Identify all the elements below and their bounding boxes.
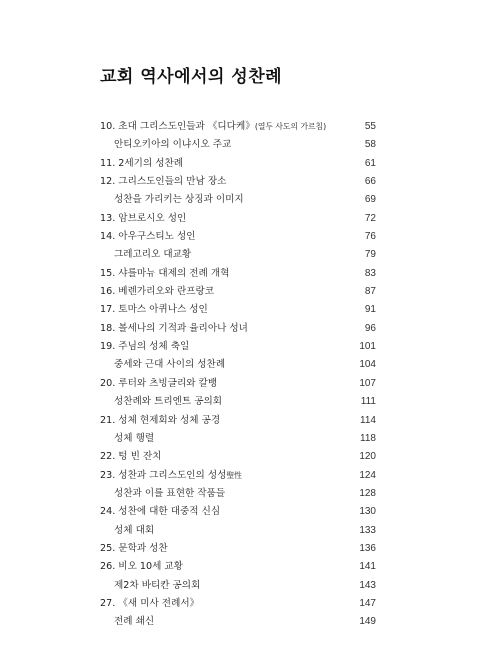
toc-page-number: 79 (364, 249, 376, 261)
toc-entry-title (100, 375, 217, 393)
toc-entry-text: 24. 성찬에 대한 대중적 신심 (100, 506, 221, 518)
toc-entry-text: 21. 성체 현제회와 성체 공경 (100, 414, 221, 426)
toc-entry (100, 540, 376, 558)
toc-page-number: 114 (360, 414, 376, 426)
toc-entry-title (100, 338, 189, 356)
toc-entry-title (100, 540, 168, 558)
toc-page-number: 101 (359, 341, 376, 353)
toc-page-number: 87 (364, 286, 376, 298)
toc-entry (100, 118, 376, 136)
toc-page-number: 58 (364, 139, 376, 151)
toc-entry (100, 577, 376, 595)
toc-entry-text: 11. 2세기의 성찬례 (100, 157, 184, 169)
toc-entry-text: 성찬과 이를 표현한 작품들 (114, 487, 226, 499)
toc-entry (100, 283, 376, 301)
toc-entry-text: 12. 그리스도인들의 만남 장소 (100, 176, 227, 188)
toc-page-number: 91 (364, 304, 376, 316)
toc-entry (100, 430, 376, 448)
toc-entry-text: 전례 쇄신 (114, 616, 155, 628)
toc-entry-title (100, 301, 208, 319)
toc-page-number: 141 (359, 561, 376, 573)
toc-entry-text: 성찬을 가리키는 상징과 이미지 (114, 194, 244, 206)
toc-entry-title (100, 503, 220, 521)
toc-entry-title (100, 595, 199, 613)
toc-page-number: 133 (359, 524, 376, 536)
toc-entry-title (100, 210, 186, 228)
toc-entry-title (100, 173, 226, 191)
toc-entry-text: 20. 루터와 츠빙글리와 칼뱅 (100, 377, 218, 389)
toc-entry-text: 15. 샤를마뉴 대제의 전례 개혁 (100, 267, 230, 279)
toc-page-number: 72 (364, 212, 376, 224)
toc-entry-text: 성체 대회 (114, 524, 155, 536)
toc-entry-text: 제2차 바티칸 공의회 (114, 579, 201, 591)
toc-entry (100, 210, 376, 228)
toc-entry (100, 393, 376, 411)
toc-page-number: 136 (359, 542, 376, 554)
toc-entry (100, 320, 376, 338)
toc-entry-title (100, 467, 242, 485)
toc-page-number: 96 (364, 322, 376, 334)
toc-entry-title (100, 448, 161, 466)
toc-entry-title (100, 283, 214, 301)
toc-entry-title (100, 356, 225, 374)
toc-entry (100, 558, 376, 576)
toc-entry-title (100, 577, 200, 595)
toc-entry (100, 522, 376, 540)
toc-entry (100, 412, 376, 430)
toc-entry-title (100, 246, 191, 264)
toc-entry-title (100, 522, 154, 540)
toc-entry-title (100, 430, 154, 448)
toc-entry-text: 안티오키아의 이냐시오 주교 (114, 139, 232, 151)
toc-entry-text: 그레고리오 대교황 (114, 249, 192, 261)
toc-entry-text: 18. 볼세나의 기적과 율리아나 성녀 (100, 322, 248, 334)
toc-entry-text: 중세와 근대 사이의 성찬례 (114, 359, 226, 371)
toc-entry-title (100, 393, 222, 411)
toc-page-number: 55 (364, 121, 376, 132)
toc-entry-title (100, 191, 244, 209)
toc-entry-title (100, 265, 229, 283)
toc-page-number: 104 (359, 359, 376, 371)
toc-entry-text: 22. 텅 빈 잔치 (100, 451, 162, 463)
toc-entry-text: 26. 비오 10세 교황 (100, 561, 183, 573)
toc-entry-note: (열두 사도의 가르침) (254, 122, 327, 131)
toc-entry (100, 191, 376, 209)
toc-entry (100, 448, 376, 466)
toc-entry (100, 265, 376, 283)
toc-entry-text: 13. 암브로시오 성인 (100, 212, 187, 224)
toc-entry-title (100, 613, 154, 631)
toc-entry (100, 136, 376, 154)
toc-entry-text: 23. 성찬과 그리스도인의 성성 (100, 469, 227, 481)
toc-entry (100, 246, 376, 264)
toc-page-number: 128 (359, 487, 376, 499)
toc-page-number: 111 (360, 396, 376, 408)
toc-entry-text: 10. 초대 그리스도인들과 《디다케》 (100, 121, 255, 132)
toc-entry (100, 595, 376, 613)
toc-entry-text: 16. 베렌가리오와 란프랑코 (100, 286, 215, 298)
toc-entry-title (100, 558, 183, 576)
toc-entry (100, 503, 376, 521)
toc-page-number: 107 (359, 377, 376, 389)
toc-entry-text: 성찬례와 트리엔트 공의회 (114, 396, 223, 408)
toc-entry-title (100, 118, 326, 136)
toc-entry (100, 338, 376, 356)
toc-page-number: 83 (364, 267, 376, 279)
toc-entry-text: 성체 행렬 (114, 432, 155, 444)
toc-entry-text: 27. 《새 미사 전례서》 (100, 597, 200, 609)
toc-page-number: 118 (360, 432, 376, 444)
toc-entry-title (100, 136, 231, 154)
toc-entry-text: 14. 아우구스티노 성인 (100, 231, 196, 243)
toc-page-number: 149 (359, 616, 376, 628)
toc-page-number: 76 (364, 231, 376, 243)
toc-entry-title (100, 412, 220, 430)
toc-page-number: 124 (359, 469, 376, 481)
toc-entry-title (100, 320, 248, 338)
toc-page-number: 61 (364, 157, 376, 169)
table-of-contents (100, 118, 376, 632)
toc-entry (100, 613, 376, 631)
toc-page-number: 69 (364, 194, 376, 206)
toc-page-number: 147 (359, 597, 376, 609)
toc-entry (100, 356, 376, 374)
toc-entry-note: 聖性 (226, 470, 242, 480)
toc-entry (100, 228, 376, 246)
toc-entry-text: 19. 주님의 성체 축일 (100, 341, 190, 353)
page-title: 교회 역사에서의 성찬례 (100, 67, 283, 87)
toc-page-number: 120 (359, 451, 376, 463)
toc-entry (100, 467, 376, 485)
toc-entry (100, 173, 376, 191)
toc-entry (100, 375, 376, 393)
toc-entry-title (100, 228, 196, 246)
toc-entry-title (100, 155, 183, 173)
toc-entry-text: 25. 문학과 성찬 (100, 542, 168, 554)
toc-entry-text: 17. 토마스 아퀴나스 성인 (100, 304, 208, 316)
toc-entry (100, 155, 376, 173)
toc-entry (100, 301, 376, 319)
toc-entry-title (100, 485, 225, 503)
toc-entry (100, 485, 376, 503)
toc-page-number: 143 (359, 579, 376, 591)
toc-page-number: 130 (359, 506, 376, 518)
toc-page-number: 66 (364, 176, 376, 188)
